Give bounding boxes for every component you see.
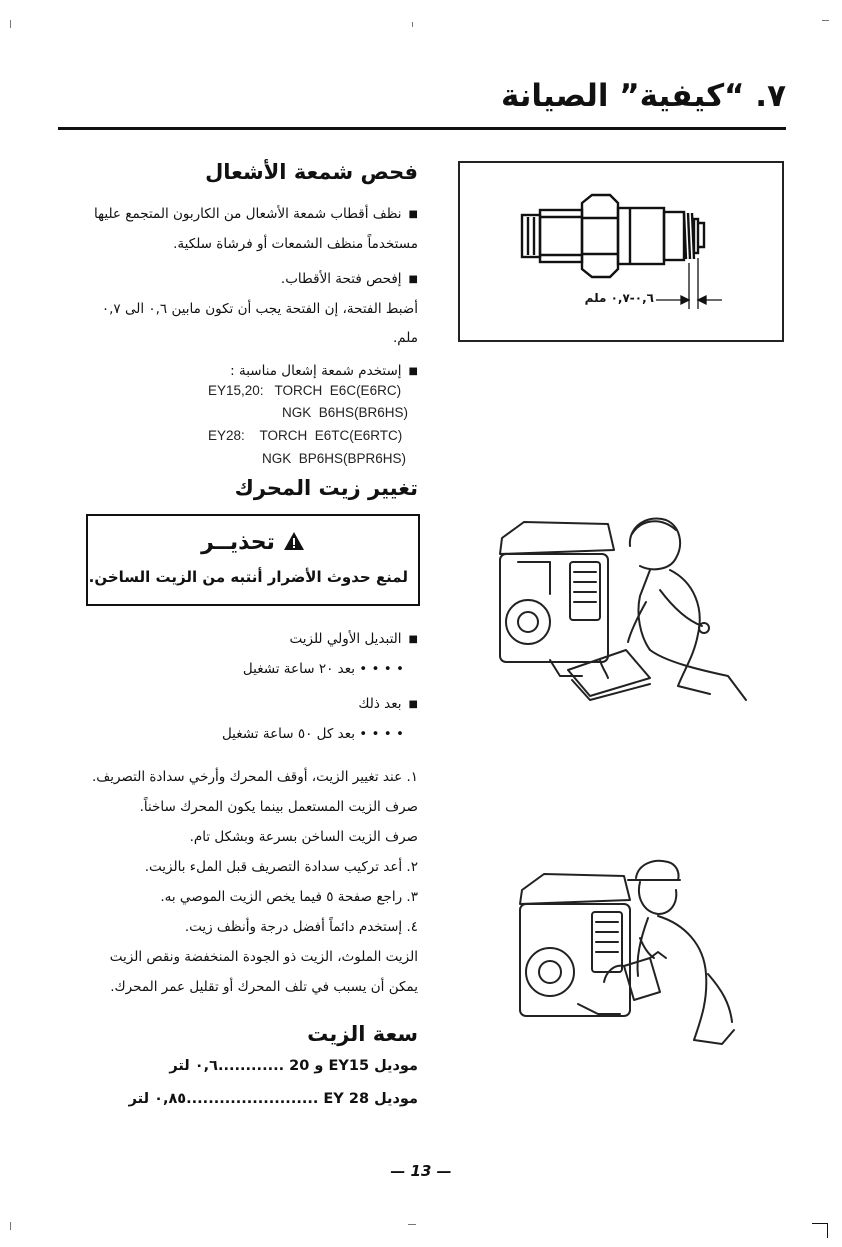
list-item: مستخدماً منظف الشمعات أو فرشاة سلكية. bbox=[173, 236, 418, 252]
gap-label: ٠,٦-٠,٧ ملم bbox=[584, 291, 654, 305]
corner-mark bbox=[827, 1223, 828, 1238]
oil-schedule bbox=[0, 625, 418, 749]
list-item: ■ التبديل الأولي للزيت bbox=[0, 625, 418, 655]
list-item: ■ نظف أقطاب شمعة الأشعال من الكاربون المتجمع عليها bbox=[0, 200, 418, 230]
oil-change-steps bbox=[0, 762, 418, 1002]
spark-plug-instructions bbox=[0, 200, 418, 387]
list-item: صرف الزيت الساخن بسرعة وبشكل تام. bbox=[189, 829, 418, 845]
warning-icon bbox=[283, 531, 305, 551]
corner-mark bbox=[812, 1223, 828, 1224]
list-item: الزيت الملوث، الزيت ذو الجودة المنخفضة ونقص الزيت bbox=[109, 949, 418, 965]
list-item: ■ إفحص فتحة الأقطاب. bbox=[0, 265, 418, 295]
spark-plug-heading: فحص شمعة الأشعال bbox=[205, 160, 418, 184]
plug-ey28-ngk: NGK BP6HS(BPR6HS) bbox=[262, 451, 407, 466]
warning-title: تحذيــر bbox=[88, 530, 418, 555]
corner-mark bbox=[10, 20, 11, 28]
capacity-row-ey28: موديل EY 28 ........................٠,٨٥ لتر bbox=[128, 1091, 418, 1107]
title-divider bbox=[58, 127, 786, 130]
spark-plug-diagram bbox=[458, 161, 784, 342]
list-item: ١. عند تغيير الزيت، أوقف المحرك وأرخي سدادة التصريف. bbox=[91, 769, 418, 785]
list-item: ■ بعد ذلك bbox=[0, 690, 418, 720]
plug-ey28-torch: EY28: TORCH E6TC(E6RTC) bbox=[208, 428, 403, 443]
list-item: • • • • بعد كل ٥٠ ساعة تشغيل bbox=[221, 726, 404, 742]
corner-mark bbox=[822, 20, 829, 21]
list-item: يمكن أن يسبب في تلف المحرك أو تقليل عمر المحرك. bbox=[110, 979, 418, 995]
oil-drain-illustration bbox=[490, 510, 760, 710]
corner-mark bbox=[408, 1224, 416, 1225]
list-item: ٤. إستخدم دائماً أفضل درجة وأنظف زيت. bbox=[184, 919, 418, 935]
oil-capacity-heading: سعة الزيت bbox=[307, 1022, 418, 1046]
list-item: ٢. أعد تركيب سدادة التصريف قبل الملء بالزيت. bbox=[144, 859, 418, 875]
list-item: ■ إستخدم شمعة إشعال مناسبة : bbox=[0, 357, 418, 387]
list-item: ٣. راجع صفحة ٥ فيما يخص الزيت الموصي به. bbox=[160, 889, 418, 905]
plug-ey15-torch: EY15,20: TORCH E6C(E6RC) bbox=[208, 383, 402, 398]
corner-mark bbox=[10, 1222, 11, 1230]
oil-change-heading: تغيير زيت المحرك bbox=[234, 476, 418, 500]
list-item: صرف الزيت المستعمل بينما يكون المحرك ساخناً. bbox=[139, 799, 418, 815]
corner-mark bbox=[412, 22, 413, 27]
oil-fill-illustration bbox=[508, 854, 748, 1052]
spark-plug-icon bbox=[460, 163, 782, 340]
page-title: ٧. “كيفية” الصيانة bbox=[500, 78, 786, 114]
list-item: ملم. bbox=[393, 330, 418, 346]
capacity-row-ey15-20: موديل EY15 و 20 ............٠,٦ لتر bbox=[169, 1058, 418, 1074]
page-number: — 13 — bbox=[390, 1162, 452, 1180]
plug-ey15-ngk: NGK B6HS(BR6HS) bbox=[282, 405, 409, 420]
warning-text: لمنع حدوث الأضرار أنتبه من الزيت الساخن. bbox=[88, 568, 408, 586]
list-item: أضبط الفتحة، إن الفتحة يجب أن تكون مابين ٠,٦ الى ٠,٧ bbox=[101, 301, 418, 317]
warning-box bbox=[86, 514, 420, 606]
list-item: • • • • بعد ٢٠ ساعة تشغيل bbox=[242, 661, 404, 677]
